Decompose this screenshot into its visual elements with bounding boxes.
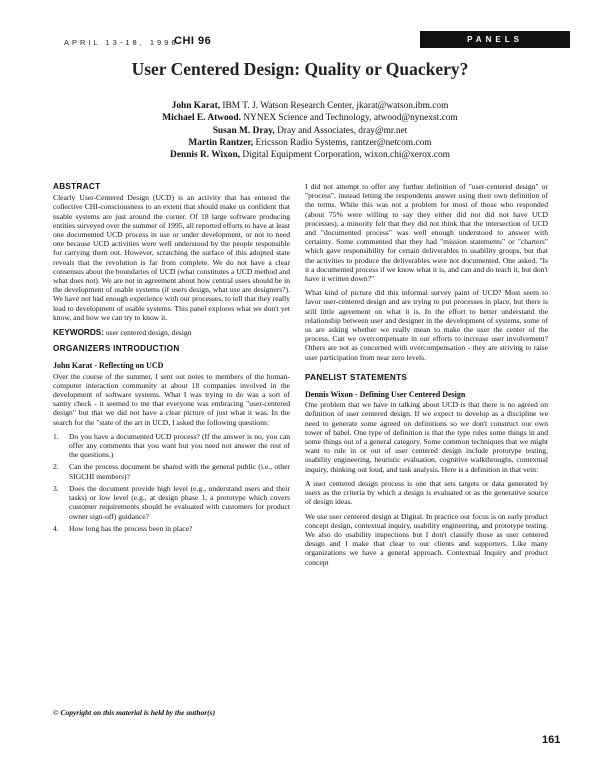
right-column	[305, 182, 548, 572]
question-text: Can the process document be shared with the general public (i.e., other SIGCHI members)?	[69, 462, 290, 481]
practice-paragraph: We use user centered design at Digital. In practice our focus is on early product concept design, contextual inquiry, usability engineering, and prototype testing. We also do usability inspections but I don't classify those as user centered design and I make that clear to our clients and supporters. Like many organizations we have a general approach. Contextual Inquiry and product concept	[305, 511, 548, 567]
panelist-paragraph: One problem that we have in talking about UCD is that there is no agreed on definition of user centered design. If we expect to develop as a discipline we need to generate some agreed on definitions so we don't construct our own tower of babel. One type of definition is that the type rules some things in and some things out of a general category. Some common techniques that we might want to rule in or out of user centered design include prototype testing, usability engineering, heuristic evaluation, cognitive walkthroughs, contextual inquiry, thinking out loud, and task analysis. Here is a definition in that vein:	[305, 400, 548, 474]
author-affiliation: Digital Equipment Corporation, wixon.chi@xerox.com	[242, 150, 450, 161]
author-line	[60, 149, 560, 161]
copyright-notice: © Copyright on this material is held by the author(s)	[53, 708, 216, 717]
author-line	[60, 100, 560, 112]
author-affiliation: IBM T. J. Watson Research Center, jkarat@watson.ibm.com	[222, 101, 449, 111]
abstract-text: Clearly User-Centered Design (UCD) is an activity that has entered the collective CHI-consciousness to an extent that should make us confident that usable systems are just around the corner. Of 18 large software producing entities surveyed over the summer of 1995, all reported efforts to have at least one documented UCD process in use or under development, or not to need one because UCD activities were well understood by the people responsible for carrying them out. However, scratching the surface of this adopted state reveals that the revolution is far from complete. We do not have a clear consensus about the boundaries of UCD (what constitutes a UCD method and what does not). We are not in agreement about how central users should be in the development of usable systems (if users design, what use are designers?). We have not had enough experience with our processes, to tell that they really lead to development of usable systems. This panel explores what we don't yet know, and how we can try to know it.	[53, 193, 290, 322]
abstract-heading: ABSTRACT	[53, 182, 101, 191]
organizer-text: Over the course of the summer, I sent out notes to members of the human- computer interaction community at about 18 companies involved in the development of software systems. What I was trying to do was a sort of sanity check - it seemed to me that everyone was embracing "user-centered design" but that we did not have a clear picture of just what it was. In the search for the "state of the art in UCD, I asked the following questions:	[53, 371, 290, 427]
question-text: How long has the process been in place?	[69, 523, 193, 533]
author-name: John Karat,	[171, 101, 221, 111]
author-line	[60, 112, 560, 124]
keywords-row	[53, 328, 290, 337]
question-number: 4.	[53, 523, 59, 533]
page-number: 161	[542, 734, 561, 746]
list-item	[53, 432, 290, 460]
author-line	[60, 125, 560, 137]
list-item	[53, 524, 290, 533]
author-name: Martin Rantzer,	[188, 137, 254, 148]
author-name: Michael E. Atwood.	[162, 113, 241, 124]
list-item	[53, 484, 290, 521]
organizer-subheading: John Karat - Reflecting on UCD	[53, 361, 164, 371]
paper-title: User Centered Design: Quality or Quackery?	[131, 59, 469, 79]
list-item	[53, 462, 290, 480]
question-number: 3.	[53, 483, 59, 493]
question-text: Does the document provide high level (e.g., understand users and their tasks) or low level (e.g., at design phase 1, a prototype which covers customer requirements should be evaluated with customers for product owner sign-off) guidance?	[69, 483, 290, 521]
author-line	[60, 137, 560, 149]
author-affiliation: Ericsson Radio Systems, rantzer@netcom.com	[255, 137, 432, 148]
author-list	[60, 100, 560, 161]
survey-paragraph: I did not attempt to offer any further definition of "user-centered design" or "process", instead letting the respondents answer using their own definition of the terms. While this was not a problem for most of those who responded (about 75% were willing to say they either did not did not have UCD processes), a minority felt that they did not think that the intersection of UCD and "documented process" was well enough understood to answer with certainty. Some commented that they had "mission statements" or "charters" which gave responsibility for certain deliverables to usability groups, but that the activities to produce the deliverables were not documented. One asked, "Is it a documented process if we know what it is, and can and do teach it, but don't have it written down?"	[305, 182, 548, 284]
author-name: Susan M. Dray,	[212, 125, 275, 136]
header-section-bar: PANELS	[420, 31, 570, 48]
left-column	[53, 182, 290, 536]
keywords-label: KEYWORDS:	[53, 328, 104, 338]
question-number: 2.	[53, 462, 59, 472]
definition-paragraph: A user centered design process is one that sets targets or data generated by users as the criteria by which a design is evaluated or as the generative source of design ideas.	[305, 478, 548, 507]
organizers-heading: ORGANIZERS INTRODUCTION	[53, 344, 180, 354]
question-text: Do you have a documented UCD process? (If the answer is no, you can offer any comments that you want but you need not answer the rest of the questions.)	[69, 431, 290, 460]
author-name: Dennis R. Wixon,	[170, 150, 241, 161]
question-list	[53, 432, 290, 533]
panelist-heading: PANELIST STATEMENTS	[305, 372, 408, 382]
picture-paragraph: What kind of picture did this informal survey paint of UCD? Most seem to favor user-centered design and are trying to put processes in place, but there is still little agreement on what it is. In the effort to better understand the relationship between user and designer in the development of systems, some of us are asking whether we really mean to make the user the center of the process. Can we overcompensate in our efforts to increase user involvement? Others are not as concerned with overcompensation - they are striving to raise user participation from near zero levels.	[305, 288, 548, 362]
panelist-subheading: Dennis Wixon - Defining User Centered Design	[305, 390, 466, 400]
question-number: 1.	[53, 431, 59, 441]
author-affiliation: Dray and Associates, dray@mr.net	[277, 125, 408, 136]
header-date: APRIL 13-18, 1996	[64, 38, 179, 47]
header-conference: CHI 96	[174, 35, 212, 47]
keywords-text: user centered design, design	[105, 328, 192, 338]
author-affiliation: NYNEX Science and Technology, atwood@nynexst.com	[243, 113, 458, 124]
